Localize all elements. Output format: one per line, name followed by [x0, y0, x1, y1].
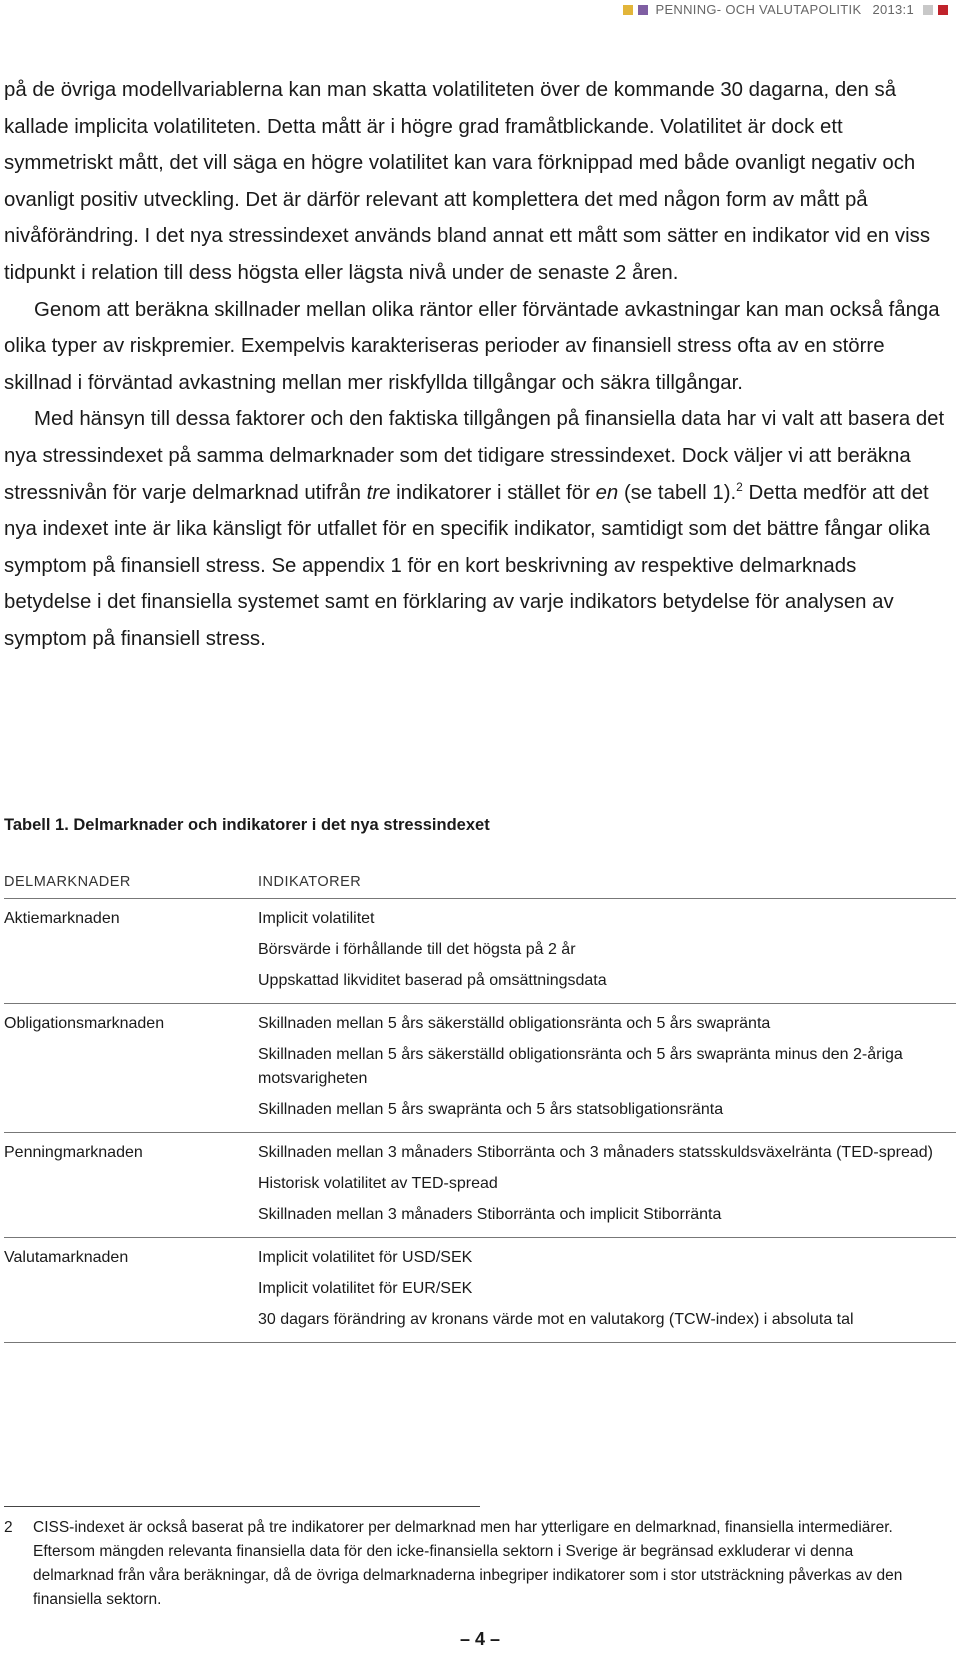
indicator-cell [258, 1141, 956, 1227]
column-header-delmarknader: DELMARKNADER [4, 874, 131, 890]
footnote [4, 1516, 936, 1612]
footnote-reference[interactable]: 2 [736, 479, 743, 494]
indicator-item: Börsvärde i förhållande till det högsta på 2 år [258, 941, 576, 958]
indicator-item: Historisk volatilitet av TED-spread [258, 1175, 498, 1192]
emphasis-tre: tre [366, 481, 391, 504]
table-caption: Tabell 1. Delmarknader och indikatorer i det nya stressindexet [4, 816, 490, 834]
paragraph-1: på de övriga modellvariablerna kan man skatta volatiliteten över de kommande 30 dagarna, den så kallade implicita volatiliteten. Detta mått är i högre grad framåtblickande. Volatilitet är dock ett symmetriskt mått, det vill säga en högre volatilitet kan vara förknippad med både ovanligt negativ och ovanligt positiv utveckling. Det är därför relevant att komplettera det med någon form av mått på nivåförändring. I det nya stressindexet används bland annat ett mått som sätter en indikator vid en viss tidpunkt i relation till dess högsta eller lägsta nivå under de senaste 2 åren. [4, 79, 931, 284]
market-cell: Penningmarknaden [4, 1144, 143, 1161]
market-cell: Valutamarknaden [4, 1249, 129, 1266]
paragraph-3-part-c: (se tabell 1). [618, 481, 737, 504]
indicator-item: Implicit volatilitet för EUR/SEK [258, 1280, 473, 1297]
table-row [4, 1004, 956, 1133]
page-number: – 4 – [459, 1629, 501, 1649]
emphasis-en: en [595, 481, 619, 504]
paragraph-3 [4, 401, 948, 657]
indicator-item: Implicit volatilitet [258, 910, 375, 927]
table-row [4, 1238, 956, 1343]
indicator-item: 30 dagars förändring av kronans värde mot en valutakorg (TCW-index) i absoluta tal [258, 1311, 854, 1328]
indicator-item: Skillnaden mellan 3 månaders Stiborränta och 3 månaders statsskuldsväxelränta (TED-spread) [258, 1144, 933, 1161]
publication-issue: 2013:1 [872, 2, 914, 17]
indicator-cell [258, 907, 956, 993]
indicator-item: Implicit volatilitet för USD/SEK [258, 1249, 473, 1266]
market-cell: Obligationsmarknaden [4, 1015, 165, 1032]
grey-square-icon [923, 5, 933, 15]
indicator-item: Uppskattad likviditet baserad på omsättningsdata [258, 972, 607, 989]
paragraph-2: Genom att beräkna skillnader mellan olika räntor eller förväntade avkastningar kan man också fånga olika typer av riskpremier. Exempelvis karakteriseras perioder av finansiell stress ofta av en större skillnad i förväntad avkastning mellan mer riskfyllda tillgångar och säkra tillgångar. [4, 298, 940, 394]
table-row [4, 899, 956, 1004]
indicator-item: Skillnaden mellan 5 års säkerställd obligationsränta och 5 års swapränta [258, 1015, 771, 1032]
footnote-number: 2 [4, 1519, 13, 1536]
indicator-table [4, 874, 956, 1343]
footnote-divider [4, 1506, 480, 1507]
indicator-item: Skillnaden mellan 5 års swapränta och 5 års statsobligationsränta [258, 1101, 724, 1118]
paragraph-3-part-a: Med hänsyn till dessa faktorer och den faktiska tillgången på finansiella data har vi valt att basera det nya stressindexet på samma delmarknader som det tidigare stressindexet. Dock väljer vi att beräkna stressnivån för varje delmarknad utifrån [4, 408, 945, 504]
footnote-text: CISS-indexet är också baserat på tre indikatorer per delmarknad men har ytterligare en delmarknad, finansiella intermediärer. Eftersom mängden relevanta finansiella data för den icke-finansiella sektorn i Sverige är begränsad exkluderar vi denna delmarknad från våra beräkningar, då de övriga delmarknaderna inbegriper indikatorer som i stor utsträckning påverkas av den finansiella sektorn. [33, 1519, 903, 1608]
indicator-item: Skillnaden mellan 3 månaders Stiborränta och implicit Stiborränta [258, 1206, 722, 1223]
red-square-icon [938, 5, 948, 15]
indicator-cell [258, 1246, 956, 1332]
paragraph-3-part-d: Detta medför att det nya indexet inte är lika känsligt för utfallet för en specifik indikator, samtidigt som det bättre fångar olika symptom på finansiell stress. Se appendix 1 för en kort beskrivning av respektive delmarknads betydelse i det finansiella systemet samt en förklaring av varje indikators betydelse för analysen av symptom på finansiell stress. [4, 481, 930, 650]
indicator-cell [258, 1012, 956, 1122]
market-cell: Aktiemarknaden [4, 910, 120, 927]
table-row [4, 1133, 956, 1238]
table-header-row [4, 874, 956, 899]
body-text [4, 72, 948, 658]
yellow-square-icon [623, 5, 633, 15]
publication-title: PENNING- OCH VALUTAPOLITIK [655, 2, 862, 17]
purple-square-icon [638, 5, 648, 15]
paragraph-3-part-b: indikatorer i stället för [390, 481, 596, 504]
indicator-item: Skillnaden mellan 5 års säkerställd obligationsränta och 5 års swapränta minus den 2-åriga motsvarigheten [258, 1046, 903, 1087]
running-header [623, 2, 948, 17]
column-header-indikatorer: INDIKATORER [258, 874, 362, 890]
